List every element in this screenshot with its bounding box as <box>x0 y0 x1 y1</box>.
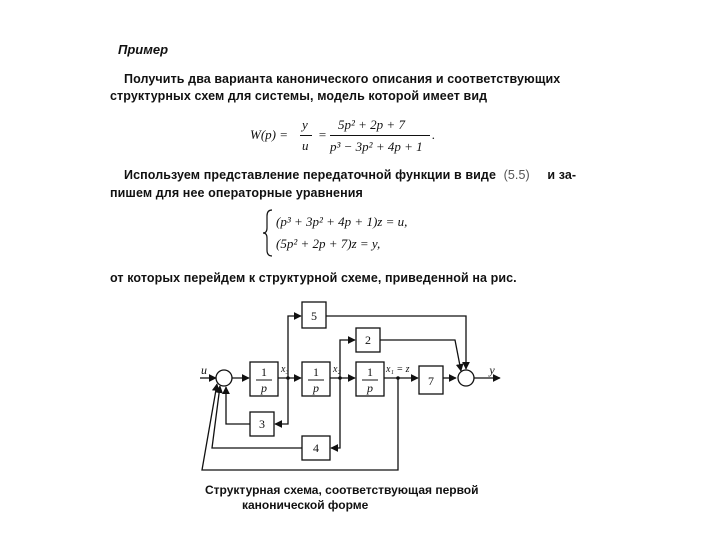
tf-end: . <box>432 127 436 142</box>
equation-1: (p³ + 3p² + 4p + 1)z = u, <box>276 214 408 229</box>
tf-ratio-num: y <box>302 117 308 132</box>
gain-5-label: 5 <box>311 309 317 323</box>
input-label: u <box>201 363 207 377</box>
example-heading: Пример <box>118 42 169 57</box>
integrator-3-den: p <box>367 381 373 395</box>
output-label: y <box>489 363 495 377</box>
gain-4-label: 4 <box>313 441 319 455</box>
representation-line-2: пишем для нее операторные уравнения <box>110 186 363 200</box>
transition-text: от которых перейдем к структурной схеме, приведенной на рис. <box>110 271 517 285</box>
summing-junction-input <box>216 370 232 386</box>
x2-label: x₂ <box>333 364 341 375</box>
intro-line-1: Получить два варианта канонического описания и соответствующих <box>124 72 561 86</box>
representation-text-a: Используем представление передаточной функции в виде <box>124 168 496 182</box>
integrator-1-den: p <box>261 381 267 395</box>
integrator-3-num: 1 <box>367 365 373 379</box>
tf-lhs: W(p) = <box>250 127 289 142</box>
intro-line-2: структурных схем для системы, модель которой имеет вид <box>110 89 488 103</box>
integrator-1-num: 1 <box>261 365 267 379</box>
integrator-2-den: p <box>313 381 319 395</box>
equation-reference: (5.5) <box>503 168 530 182</box>
gain-7-label: 7 <box>428 374 434 388</box>
equation-2: (5p² + 2p + 7)z = y, <box>276 236 381 251</box>
representation-text-b: и за- <box>547 168 577 182</box>
figure-caption-line-2: канонической форме <box>242 498 369 512</box>
x1-z-label: x₁ = z <box>386 364 410 375</box>
integrator-2-num: 1 <box>313 365 319 379</box>
tf-numerator: 5p² + 2p + 7 <box>338 117 405 132</box>
tf-ratio-den: u <box>302 138 309 153</box>
x3-label: x₃ <box>281 364 289 375</box>
figure-caption-line-1: Структурная схема, соответствующая первой <box>205 483 479 497</box>
gain-2-label: 2 <box>365 333 371 347</box>
tf-denominator: p³ − 3p² + 4p + 1 <box>330 139 423 154</box>
gain-3-label: 3 <box>259 417 265 431</box>
tf-eq: = <box>318 127 327 142</box>
summing-junction-output <box>458 370 474 386</box>
